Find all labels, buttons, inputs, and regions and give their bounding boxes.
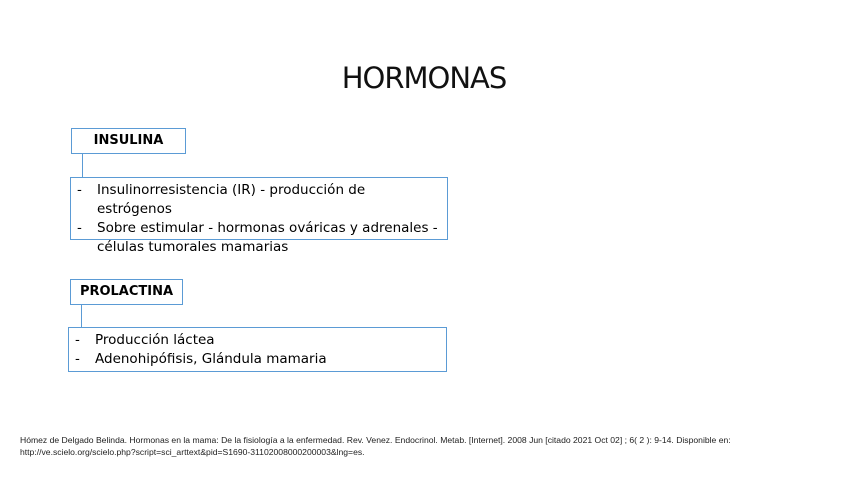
- insulina-label-box: [71, 128, 186, 154]
- insulina-item-text: Sobre estimular - hormonas ováricas y adrenales - células tumorales mamarias: [97, 220, 438, 255]
- insulina-connector: [82, 154, 83, 177]
- prolactina-content-box: [68, 327, 447, 372]
- prolactina-item-text: Producción láctea: [95, 332, 215, 348]
- bullet-dash: -: [75, 332, 80, 348]
- insulina-item: [77, 181, 441, 219]
- prolactina-label: PROLACTINA: [79, 284, 174, 299]
- prolactina-label-box: [70, 279, 183, 305]
- bullet-dash: -: [75, 351, 80, 367]
- prolactina-item: [75, 350, 440, 369]
- bullet-dash: -: [77, 220, 82, 236]
- insulina-content-box: [70, 177, 448, 255]
- citation: [20, 434, 820, 458]
- prolactina-item-text: Adenohipófisis, Glándula mamaria: [95, 351, 327, 367]
- bullet-dash: -: [77, 182, 82, 198]
- prolactina-item: [75, 331, 440, 350]
- slide-title: HORMONAS: [341, 61, 507, 95]
- insulina-label: INSULINA: [93, 133, 164, 148]
- citation-line-2: http://ve.scielo.org/scielo.php?script=sci_arttext&pid=S1690-31102008000200003&lng=es.: [20, 447, 365, 457]
- insulina-item: [77, 219, 441, 257]
- insulina-item-text: Insulinorresistencia (IR) - producción de estrógenos: [97, 182, 366, 217]
- citation-line-1: Hómez de Delgado Belinda. Hormonas en la mama: De la fisiología a la enfermedad. Rev. Venez. Endocrinol. Metab. [Internet]. 2008 Jun [citado 2021 Oct 02] ; 6( 2 ): 9-14. Disponible en:: [20, 435, 731, 445]
- prolactina-connector: [81, 305, 82, 327]
